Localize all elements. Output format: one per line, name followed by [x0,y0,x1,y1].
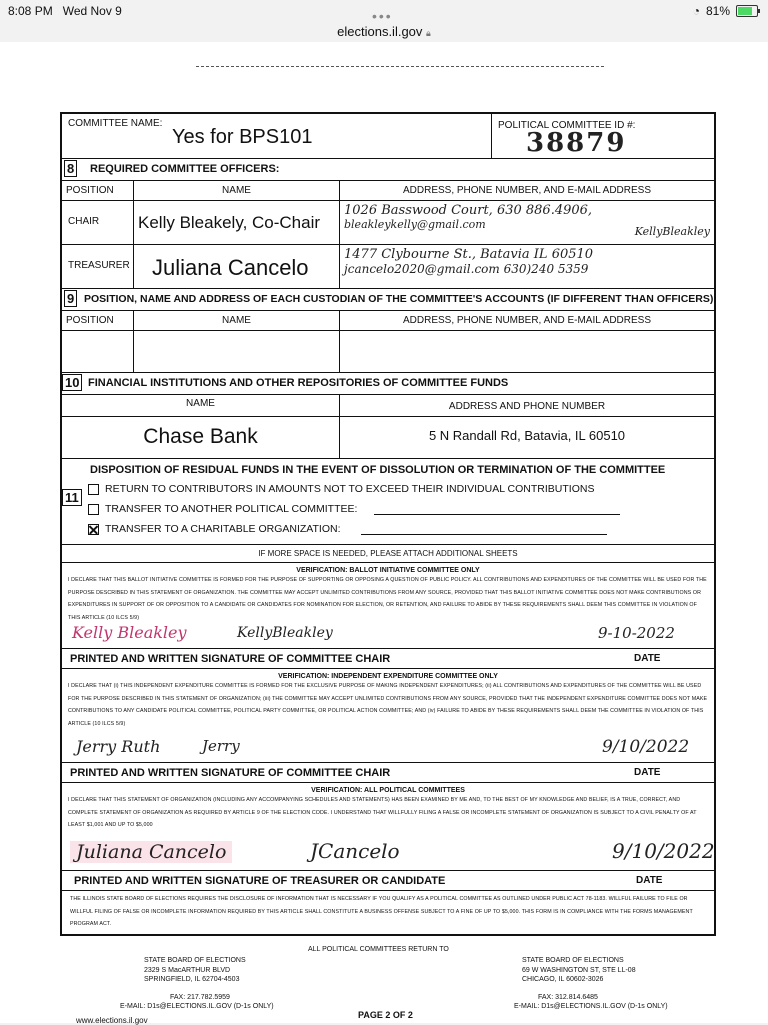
ballot-signature: KellyBleakley [237,625,333,641]
url-text[interactable]: elections.il.gov [337,24,423,39]
treasurer-signature: JCancelo [310,839,400,863]
chicago-line-2: 69 W WASHINGTON ST, STE LL-08 [522,966,636,974]
section-10-title: FINANCIAL INSTITUTIONS AND OTHER REPOSITORIES OF COMMITTEE FUNDS [88,377,509,389]
chair-label: CHAIR [62,201,134,244]
treasurer-email-phone: jcancelo2020@gmail.com 630)240 5359 [344,262,589,276]
section-8-header [62,159,714,181]
option-transfer-charitable-label: TRANSFER TO A CHARITABLE ORGANIZATION: [105,523,341,535]
wifi-icon: ◔ [692,4,700,18]
page-number: PAGE 2 OF 2 [358,1010,413,1020]
more-dots-icon[interactable]: ••• [372,8,393,24]
springfield-email[interactable]: E-MAIL: D1s@ELECTIONS.IL.GOV (D-1s ONLY) [120,1003,274,1010]
springfield-fax: FAX: 217.782.5959 [170,993,230,1001]
committee-name-label: COMMITTEE NAME: [68,118,163,129]
col-position: POSITION [62,181,134,200]
bank-address: 5 N Randall Rd, Batavia, IL 60510 [428,428,626,443]
ballot-signature-footer [62,649,714,669]
officers-header-row [62,181,714,201]
custodian-col-address: ADDRESS, PHONE NUMBER, AND E-MAIL ADDRESS [402,315,651,326]
chicago-fax: FAX: 312.814.6485 [538,993,598,1001]
section-11-title: DISPOSITION OF RESIDUAL FUNDS IN THE EVENT OF DISSOLUTION OR TERMINATION OF THE COMMITTEE [90,464,666,476]
option-transfer-charitable[interactable] [88,523,607,535]
independent-signature: Jerry [202,737,240,755]
transfer-political-checkbox[interactable] [88,504,99,515]
independent-signature-label: PRINTED AND WRITTEN SIGNATURE OF COMMITTEE CHAIR [70,767,391,779]
custodian-header-row [62,311,714,331]
transfer-charitable-checkbox-checked[interactable] [88,524,99,535]
committee-name-value: Yes for BPS101 [172,126,313,148]
ballot-printed-name: Kelly Bleakley [72,623,187,642]
option-transfer-political-label: TRANSFER TO ANOTHER POLITICAL COMMITTEE: [105,503,358,515]
verification-independent-title: VERIFICATION: INDEPENDENT EXPENDITURE COMMITTEE ONLY [278,673,498,680]
option-transfer-political[interactable] [88,503,620,515]
springfield-line-2: 2329 S MacARTHUR BLVD [144,966,231,974]
verification-independent-text: I DECLARE THAT (i) THIS INDEPENDENT EXPENDITURE COMMITTEE IS FORMED FOR THE EXCLUSIVE PURPOSE OF MAKING INDEPENDENT EXPENDITURES; (ii) ALL CONTRIBUTIONS AND EXPENDITURES OF THE COMMITTEE WILL BE USED FOR THE PURPOSE DESCRIBED IN THIS STATEMENT OF ORGANIZATION; (iii) THE COMMITTEE MAY ACCEPT UNLIMITED CONTRIBUTIONS FROM ANY SOURCE, PROVIDED THAT THE INDEPENDENT EXPENDITURE COMMITTEE DOES NOT MAKE CONTRIBUTIONS TO ANY CANDIDATE POLITICAL COMMITTEE, POLITICAL PARTY COMMITTEE, OR POLITICAL ACTION COMMITTEE; AND (iv) FAILURE TO ABIDE BY THESE REQUIREMENTS SHALL DEEM THE COMMITTEE IN VIOLATION OF THIS ARTICLE (10 ILCS 5/9) [68,683,708,727]
return-to-label: ALL POLITICAL COMMITTEES RETURN TO [308,946,449,953]
chicago-address [514,956,668,1012]
section-11-number: 11 [62,489,82,506]
verification-all [62,787,714,871]
treasurer-date-label: DATE [636,875,663,886]
verification-independent [62,673,714,763]
more-space-note: IF MORE SPACE IS NEEDED, PLEASE ATTACH ADDITIONAL SHEETS [62,545,714,563]
committee-name-row [62,114,714,159]
treasurer-label: TREASURER [62,245,134,288]
status-time: 8:08 PM [8,4,53,18]
section-8-title: REQUIRED COMMITTEE OFFICERS: [90,163,280,175]
section-9-header [62,289,714,311]
verification-ballot-title: VERIFICATION: BALLOT INITIATIVE COMMITTEE ONLY [296,567,480,574]
verification-all-text: I DECLARE THAT THIS STATEMENT OF ORGANIZATION (INCLUDING ANY ACCOMPANYING SCHEDULES AND STATEMENTS) HAS BEEN EXAMINED BY ME AND, TO THE BEST OF MY KNOWLEDGE AND BELIEF, IS A TRUE, CORRECT, AND COMPLETE STATEMENT OF ORGANIZATION AS REQUIRED BY ARTICLE 9 OF THE ELECTION CODE. I UNDERSTAND THAT WILLFULLY FILING A FALSE OR INCOMPLETE STATEMENT OF ORGANIZATION IS SUBJECT TO A CIVIL PENALTY OF AT LEAST $1,001 AND UP TO $5,000 [68,797,697,828]
website-link[interactable]: www.elections.il.gov [76,1016,148,1025]
treasurer-signature-label: PRINTED AND WRITTEN SIGNATURE OF TREASURER OR CANDIDATE [74,875,446,887]
custodian-col-position: POSITION [62,311,134,330]
treasurer-row [62,245,714,289]
custodian-col-name: NAME [134,311,340,330]
committee-id-value: 38879 [526,128,627,158]
chair-signature-scribble: KellyBleakley [634,225,710,238]
treasurer-address: 1477 Clybourne St., Batavia IL 60510 [344,247,594,262]
lock-icon: 🔒︎ [426,28,431,38]
section-9-number: 9 [64,290,77,307]
treasurer-date: 9/10/2022 [612,839,715,863]
chicago-email[interactable]: E-MAIL: D1s@ELECTIONS.IL.GOV (D-1s ONLY) [514,1003,668,1010]
springfield-address [120,956,274,1012]
status-date: Wed Nov 9 [62,4,122,18]
section-10-number: 10 [62,374,82,391]
return-contributors-checkbox[interactable] [88,484,99,495]
chair-address: 1026 Basswood Court, 630 886.4906, [344,203,593,218]
independent-signature-footer [62,763,714,783]
section-10-header [62,373,714,395]
bank-name: Chase Bank [143,425,258,448]
chicago-line-3: CHICAGO, IL 60602-3026 [522,976,604,983]
custodian-empty-row [62,331,714,373]
verification-ballot-text: I DECLARE THAT THIS BALLOT INITIATIVE COMMITTEE IS FORMED FOR THE PURPOSE OF SUPPORTING OR OPPOSING A QUESTION OF PUBLIC POLICY. ALL CONTRIBUTIONS AND EXPENDITURES OF THE COMMITTEE WILL BE USED FOR THE PURPOSE DESCRIBED IN THIS STATEMENT OF ORGANIZATION. THE COMMITTEE MAY ACCEPT UNLIMITED CONTRIBUTIONS FROM ANY SOURCE, PROVIDED THAT THIS BALLOT INITIATIVE COMMITTEE DOES NOT MAKE CONTRIBUTIONS OR EXPENDITURES IN SUPPORT OF OR OPPOSITION TO A CANDIDATE OR CANDIDATES FOR NOMINATION FOR ELECTION, OR RETENTION, AND FAILURE TO ABIDE BY THESE REQUIREMENTS SHALL DEEM THIS COMMITTEE IN VIOLATION OF THIS ARTICLE (10 ILCS 5/9) [68,577,707,621]
section-8-number: 8 [64,160,77,177]
independent-date: 9/10/2022 [602,737,690,757]
treasurer-name: Juliana Cancelo [134,245,340,288]
treasurer-signature-footer [62,871,714,891]
top-rule [196,66,604,67]
option-return-contributors-label: RETURN TO CONTRIBUTORS IN AMOUNTS NOT TO EXCEED THEIR INDIVIDUAL CONTRIBUTIONS [105,483,595,495]
battery-percent: 81% [705,4,730,18]
battery-icon [736,5,758,17]
bank-col-address: ADDRESS AND PHONE NUMBER [448,401,606,412]
col-address: ADDRESS, PHONE NUMBER, AND E-MAIL ADDRESS [402,185,651,196]
chair-row [62,201,714,245]
verification-all-title: VERIFICATION: ALL POLITICAL COMMITTEES [311,787,465,794]
option-return-contributors[interactable] [88,483,594,495]
chair-email: bleakleykelly@gmail.com [344,218,486,231]
independent-printed-name: Jerry Ruth [76,737,161,756]
ballot-date: 9-10-2022 [598,624,675,642]
treasurer-printed-name: Juliana Cancelo [70,841,232,863]
ballot-date-label: DATE [634,653,661,664]
col-name: NAME [134,181,340,200]
ballot-signature-label: PRINTED AND WRITTEN SIGNATURE OF COMMITTEE CHAIR [70,653,391,665]
section-11 [62,459,714,545]
springfield-line-1: STATE BOARD OF ELECTIONS [144,957,246,964]
statement-form [60,112,716,936]
independent-date-label: DATE [634,767,661,778]
section-9-title: POSITION, NAME AND ADDRESS OF EACH CUSTODIAN OF THE COMMITTEE'S ACCOUNTS (IF DIFFERENT THAN OFFICERS) [84,293,714,305]
chicago-line-1: STATE BOARD OF ELECTIONS [522,957,624,964]
status-time-date [8,4,122,18]
bank-col-name: NAME [186,398,215,409]
springfield-line-3: SPRINGFIELD, IL 62704-4503 [144,976,240,983]
committee-id-label: POLITICAL COMMITTEE ID #: [498,120,636,131]
verification-ballot [62,567,714,649]
disclaimer-text: THE ILLINOIS STATE BOARD OF ELECTIONS REQUIRES THE DISCLOSURE OF INFORMATION THAT IS NECESSARY IF YOU QUALIFY AS A POLITICAL COMMITTEE AS OUTLINED UNDER PUBLIC ACT 78-1183. WILLFUL FAILURE TO FILE OR WILLFUL FILING OF FALSE OR INCOMPLETE INFORMATION REQUIRED BY THIS ARTICLE SHALL CONSTITUTE A BUSINESS OFFENSE SUBJECT TO A FINE OF UP TO $5,000. THIS FORM IS IN COMPLIANCE WITH THE FORMS MANAGEMENT PROGRAM ACT. [70,896,693,927]
document-page [0,42,768,1023]
chair-name: Kelly Bleakely, Co-Chair [134,201,340,244]
bank-row [62,395,714,459]
